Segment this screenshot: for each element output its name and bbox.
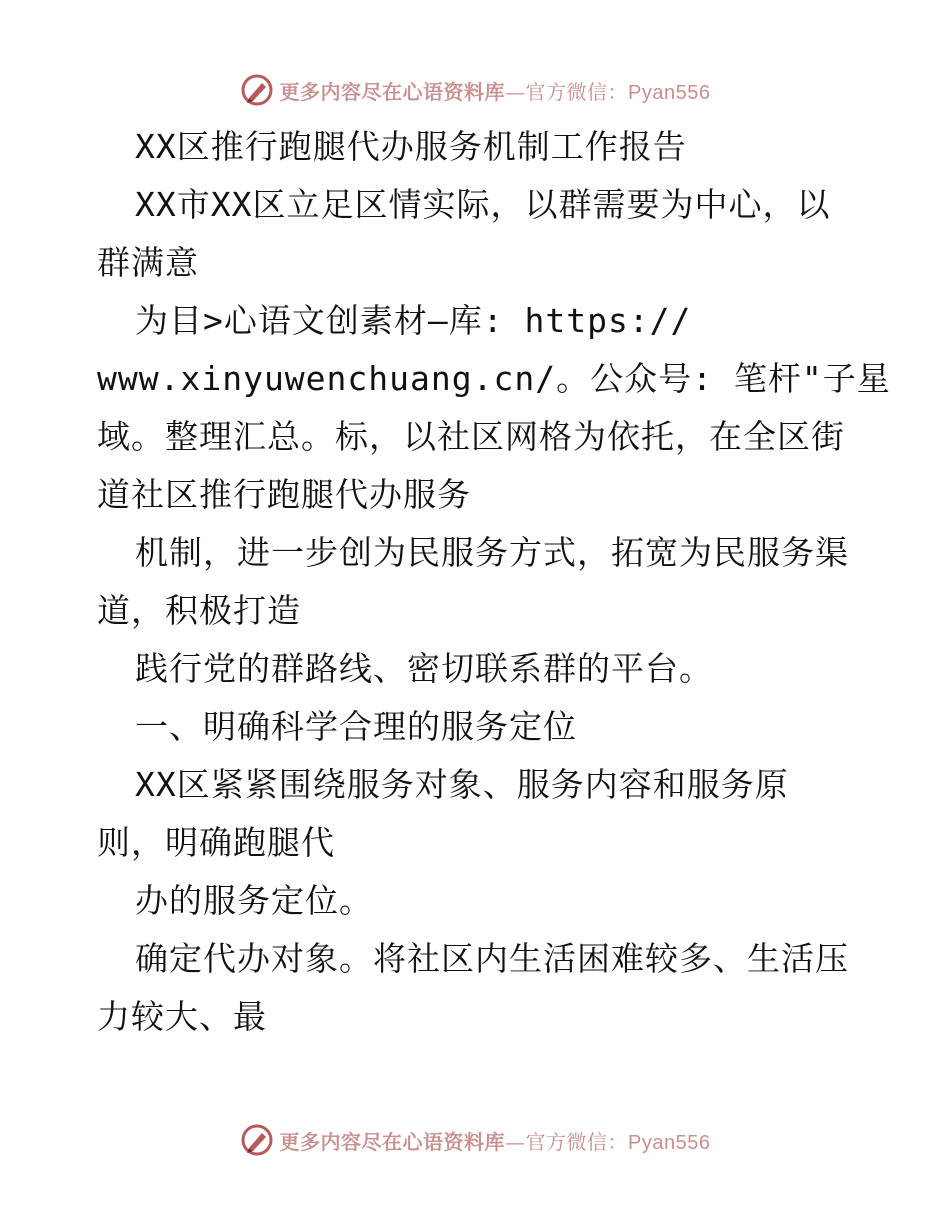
paragraph-line: 践行党的群路线、密切联系群的平台。 [135, 649, 713, 688]
watermark-wechat-label: 官方微信： [525, 1129, 629, 1154]
watermark-wechat-id: Pyan556 [628, 81, 711, 104]
watermark-label: 更多内容尽在心语资料库 [279, 79, 506, 104]
paragraph-line: 道，积极打造 [97, 591, 301, 630]
watermark-label: 更多内容尽在心语资料库 [279, 1129, 506, 1154]
watermark-wechat-id: Pyan556 [628, 1131, 711, 1154]
pen-logo-icon [240, 1123, 274, 1157]
paragraph-line: 为目>心语文创素材—库: https:// [135, 301, 692, 340]
watermark-text [280, 1126, 711, 1155]
section-heading: 一、明确科学合理的服务定位 [135, 707, 577, 746]
paragraph-line: 力较大、最 [97, 997, 267, 1036]
document-title: XX区推行跑腿代办服务机制工作报告 [135, 127, 687, 166]
watermark-wechat-label: 官方微信： [525, 79, 629, 104]
watermark-separator: — [505, 79, 526, 104]
paragraph-line: 机制，进一步创为民服务方式，拓宽为民服务渠 [135, 533, 849, 572]
document-body [97, 118, 891, 1046]
pen-logo-icon [240, 73, 274, 107]
paragraph-line: 办的服务定位。 [135, 881, 373, 920]
paragraph-line: 群满意 [97, 243, 199, 282]
paragraph-line: XX区紧紧围绕服务对象、服务内容和服务原 [135, 765, 789, 804]
footer-watermark [0, 1120, 950, 1160]
paragraph-line: www.xinyuwenchuang.cn/。公众号: 笔杆"子星 [97, 359, 891, 398]
watermark-text [280, 76, 711, 105]
watermark-separator: — [505, 1129, 526, 1154]
paragraph-line: 道社区推行跑腿代办服务 [97, 475, 471, 514]
header-watermark [0, 70, 950, 110]
paragraph-line: XX市XX区立足区情实际，以群需要为中心，以 [135, 185, 831, 224]
paragraph-line: 域。整理汇总。标，以社区网格为依托，在全区街 [97, 417, 845, 456]
paragraph-line: 确定代办对象。将社区内生活困难较多、生活压 [135, 939, 849, 978]
paragraph-line: 则，明确跑腿代 [97, 823, 335, 862]
